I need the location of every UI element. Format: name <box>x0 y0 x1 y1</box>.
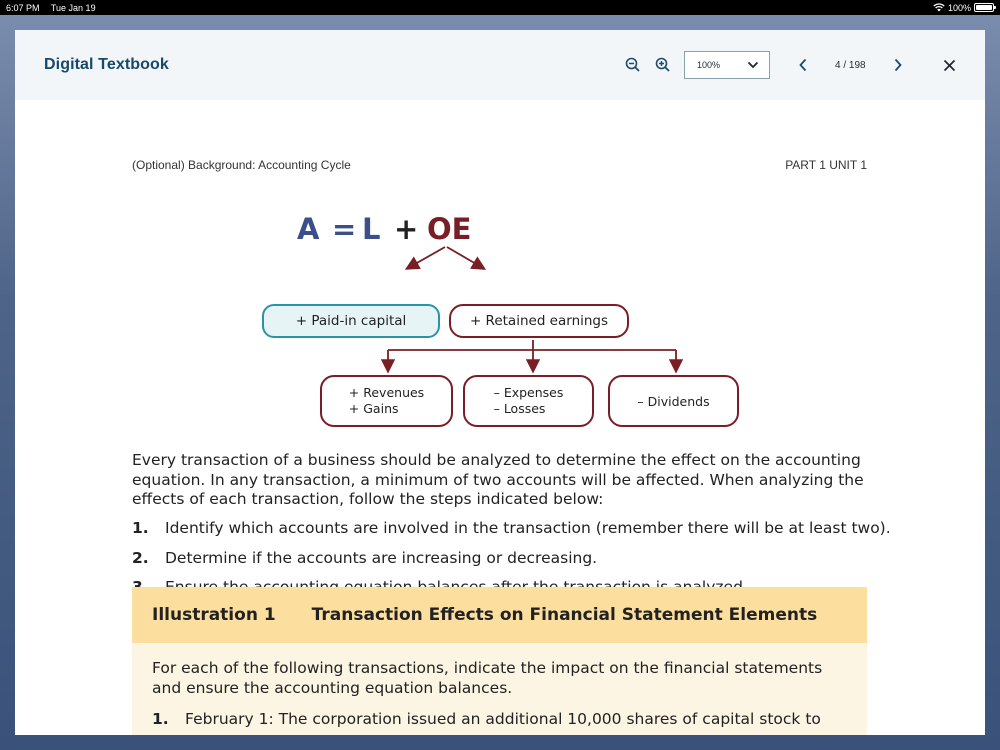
paid-in-capital-label: + Paid-in capital <box>295 313 407 329</box>
viewer-toolbar <box>15 30 985 100</box>
illustration-header <box>132 587 867 643</box>
zoom-level-select[interactable] <box>684 51 770 79</box>
equation-equals: = <box>332 212 357 246</box>
illustration-label: Illustration 1 <box>152 605 276 625</box>
illustration-intro: For each of the following transactions, indicate the impact on the financial statements and ensure the accounting equation balances. <box>152 659 823 697</box>
list-item <box>132 549 597 567</box>
retained-earnings-label: + Retained earnings <box>469 313 609 329</box>
status-left <box>6 3 105 13</box>
part-label: PART 1 UNIT 1 <box>785 158 867 172</box>
illustration-body <box>132 643 867 735</box>
expenses-box <box>463 375 594 427</box>
chevron-left-icon <box>798 58 808 72</box>
illustration-title: Transaction Effects on Financial Statement Elements <box>311 605 818 625</box>
losses-label: – Losses <box>493 401 546 416</box>
close-button[interactable] <box>936 30 962 100</box>
revenues-label: + Revenues <box>348 385 425 400</box>
status-time: 6:07 PM <box>6 2 40 13</box>
step-number: 2. <box>132 549 149 567</box>
equation-liabilities: L <box>362 212 381 246</box>
app-title: Digital Textbook <box>44 56 169 73</box>
paid-in-capital-box <box>262 304 440 338</box>
status-date: Tue Jan 19 <box>50 2 96 13</box>
step-text: Determine if the accounts are increasing or decreasing. <box>165 549 598 567</box>
diagram-connectors <box>15 100 985 410</box>
accounting-equation-diagram <box>15 100 985 416</box>
chevron-right-icon <box>893 58 903 72</box>
page-content <box>15 100 985 735</box>
battery-icon <box>974 3 994 12</box>
section-title: (Optional) Background: Accounting Cycle <box>132 158 351 172</box>
item-text: February 1: The corporation issued an additional 10,000 shares of capital stock to <box>185 710 821 728</box>
next-page-button[interactable] <box>885 30 911 100</box>
close-icon <box>943 59 956 72</box>
expenses-label: – Expenses <box>493 385 564 400</box>
list-item <box>132 519 891 537</box>
step-number: 1. <box>132 519 149 537</box>
zoom-in-icon <box>655 57 671 73</box>
equation-owners-equity: OE <box>427 212 472 246</box>
battery-percent: 100% <box>947 2 971 13</box>
previous-page-button[interactable] <box>790 30 816 100</box>
status-bar <box>0 0 1000 15</box>
dividends-box <box>608 375 739 427</box>
retained-earnings-box <box>449 304 629 338</box>
dividends-label: – Dividends <box>637 393 710 409</box>
wifi-icon <box>933 3 945 12</box>
textbook-viewer <box>15 30 985 735</box>
equation-assets: A <box>297 212 320 246</box>
chevron-down-icon <box>747 61 759 69</box>
gains-label: + Gains <box>348 401 399 416</box>
status-right <box>933 3 994 13</box>
revenues-box <box>320 375 453 427</box>
zoom-in-button[interactable] <box>650 30 676 100</box>
item-number: 1. <box>152 710 169 728</box>
page-indicator: 4 / 198 <box>835 59 866 71</box>
zoom-out-button[interactable] <box>620 30 646 100</box>
step-text: Identify which accounts are involved in the transaction (remember there will be at least two). <box>165 519 891 537</box>
intro-paragraph: Every transaction of a business should be analyzed to determine the effect on the accounting equation. In any transaction, a minimum of two accounts will be affected. When analyzing the effects of each transaction, follow the steps indicated below: <box>132 451 864 508</box>
zoom-out-icon <box>625 57 641 73</box>
list-item <box>152 709 852 729</box>
equation-plus: + <box>394 212 419 246</box>
zoom-level-value: 100% <box>697 60 721 70</box>
